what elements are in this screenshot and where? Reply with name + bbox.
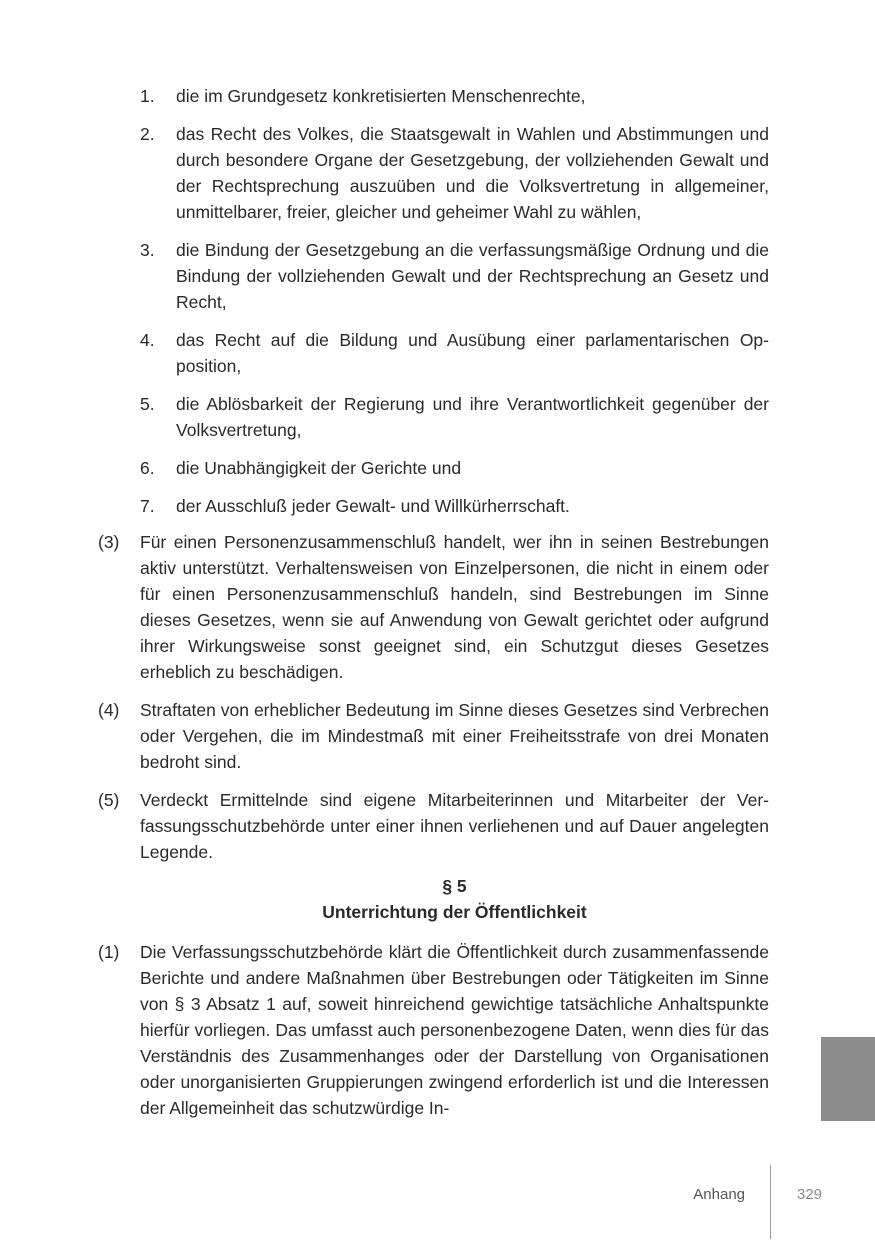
section-number: § 5 (442, 876, 467, 896)
paragraph-text: Straftaten von erheblicher Bedeutung im Sinne dieses Gesetzes sind Verbrechen oder Vergehen, die im Mindestmaß mit einer Freiheitsstrafe von drei Monaten bedroht sind. (140, 700, 769, 772)
numbered-list (140, 83, 769, 531)
list-item-number: 7. (140, 496, 155, 516)
list-item (140, 455, 769, 481)
list-item-text: die im Grundgesetz konkretisierten Menschenrechte, (176, 86, 586, 106)
list-item-text: die Ablösbarkeit der Regierung und ihre Verantwortlichkeit gegenüber der Volksvertretung, (176, 394, 769, 440)
paragraph-number: (1) (98, 942, 120, 962)
list-item-number: 6. (140, 458, 155, 478)
list-item-number: 2. (140, 124, 155, 144)
paragraph-text: Die Verfassungsschutzbehörde klärt die Öffentlichkeit durch zusammenfassende Berichte und andere Maßnahmen über Bestrebungen oder Tätigkeiten im Sinne von § 3 Absatz 1 auf, soweit hinreichend gewichtige tatsächliche Anhaltspunkte hierfür vorliegen. Das umfasst auch personenbezogene Daten, wenn dies für das Verständnis des Zusammenhanges oder der Darstellung von Organisationen oder unorganisierten Gruppierungen zwingend erforderlich ist und die Interessen der Allgemeinheit das schutzwürdige In- (140, 942, 769, 1118)
list-item-number: 4. (140, 330, 155, 350)
paragraph (98, 529, 769, 685)
list-item (140, 121, 769, 225)
list-item-text: die Bindung der Gesetzgebung an die verfassungsmäßige Ordnung und die Bindung der vollziehenden Gewalt und der Rechtsprechung an Gesetz und Recht, (176, 240, 769, 312)
list-item-number: 3. (140, 240, 155, 260)
list-item (140, 237, 769, 315)
list-item (140, 391, 769, 443)
paragraph-number: (5) (98, 790, 120, 810)
list-item (140, 83, 769, 109)
paragraph (98, 697, 769, 775)
page-number: 329 (797, 1186, 823, 1203)
list-item-text: die Unabhängigkeit der Gerichte und (176, 458, 462, 478)
paragraphs-block (98, 529, 769, 1133)
paragraph-text: Verdeckt Ermittelnde sind eigene Mitarbeiterinnen und Mitarbeiter der Verfassungsschutzbehörde unter einer ihnen verliehenen und auf Dauer angelegten Legende. (140, 790, 769, 862)
paragraph (98, 939, 769, 1121)
section-title: Unterrichtung der Öffentlichkeit (322, 902, 587, 922)
section-heading (140, 873, 769, 925)
list-item-text: der Ausschluß jeder Gewalt- und Willkürherrschaft. (176, 496, 570, 516)
footer-divider (770, 1165, 771, 1239)
list-item-number: 1. (140, 86, 155, 106)
list-item-text: das Recht des Volkes, die Staatsgewalt in Wahlen und Abstimmungen und durch besondere Organe der Gesetzgebung, der vollziehenden Gewalt und der Rechtsprechung auszuüben und die Volksvertretung in allgemeiner, unmittelbarer, freier, gleicher und geheimer Wahl zu wählen, (176, 124, 769, 222)
paragraph (98, 787, 769, 865)
list-item (140, 327, 769, 379)
paragraph-number: (4) (98, 700, 120, 720)
chapter-thumb-tab (821, 1037, 875, 1121)
list-item (140, 493, 769, 519)
paragraph-text: Für einen Personenzusammenschluß handelt, wer ihn in seinen Bestrebungen aktiv unterstützt. Verhaltensweisen von Einzelpersonen, die nicht in einem oder für einen Personenzusammenschluß handeln, sind Bestrebungen im Sinne dieses Gesetzes, wenn sie auf Anwendung von Gewalt gerichtet oder aufgrund ihrer Wirkungsweise sonst geeignet sind, ein Schutzgut dieses Gesetzes erheblich zu beschädigen. (140, 532, 769, 682)
list-item-text: das Recht auf die Bildung und Ausübung einer parlamentarischen Opposition, (176, 330, 769, 376)
paragraph-number: (3) (98, 532, 120, 552)
list-item-number: 5. (140, 394, 155, 414)
footer-section-label: Anhang (693, 1186, 745, 1203)
